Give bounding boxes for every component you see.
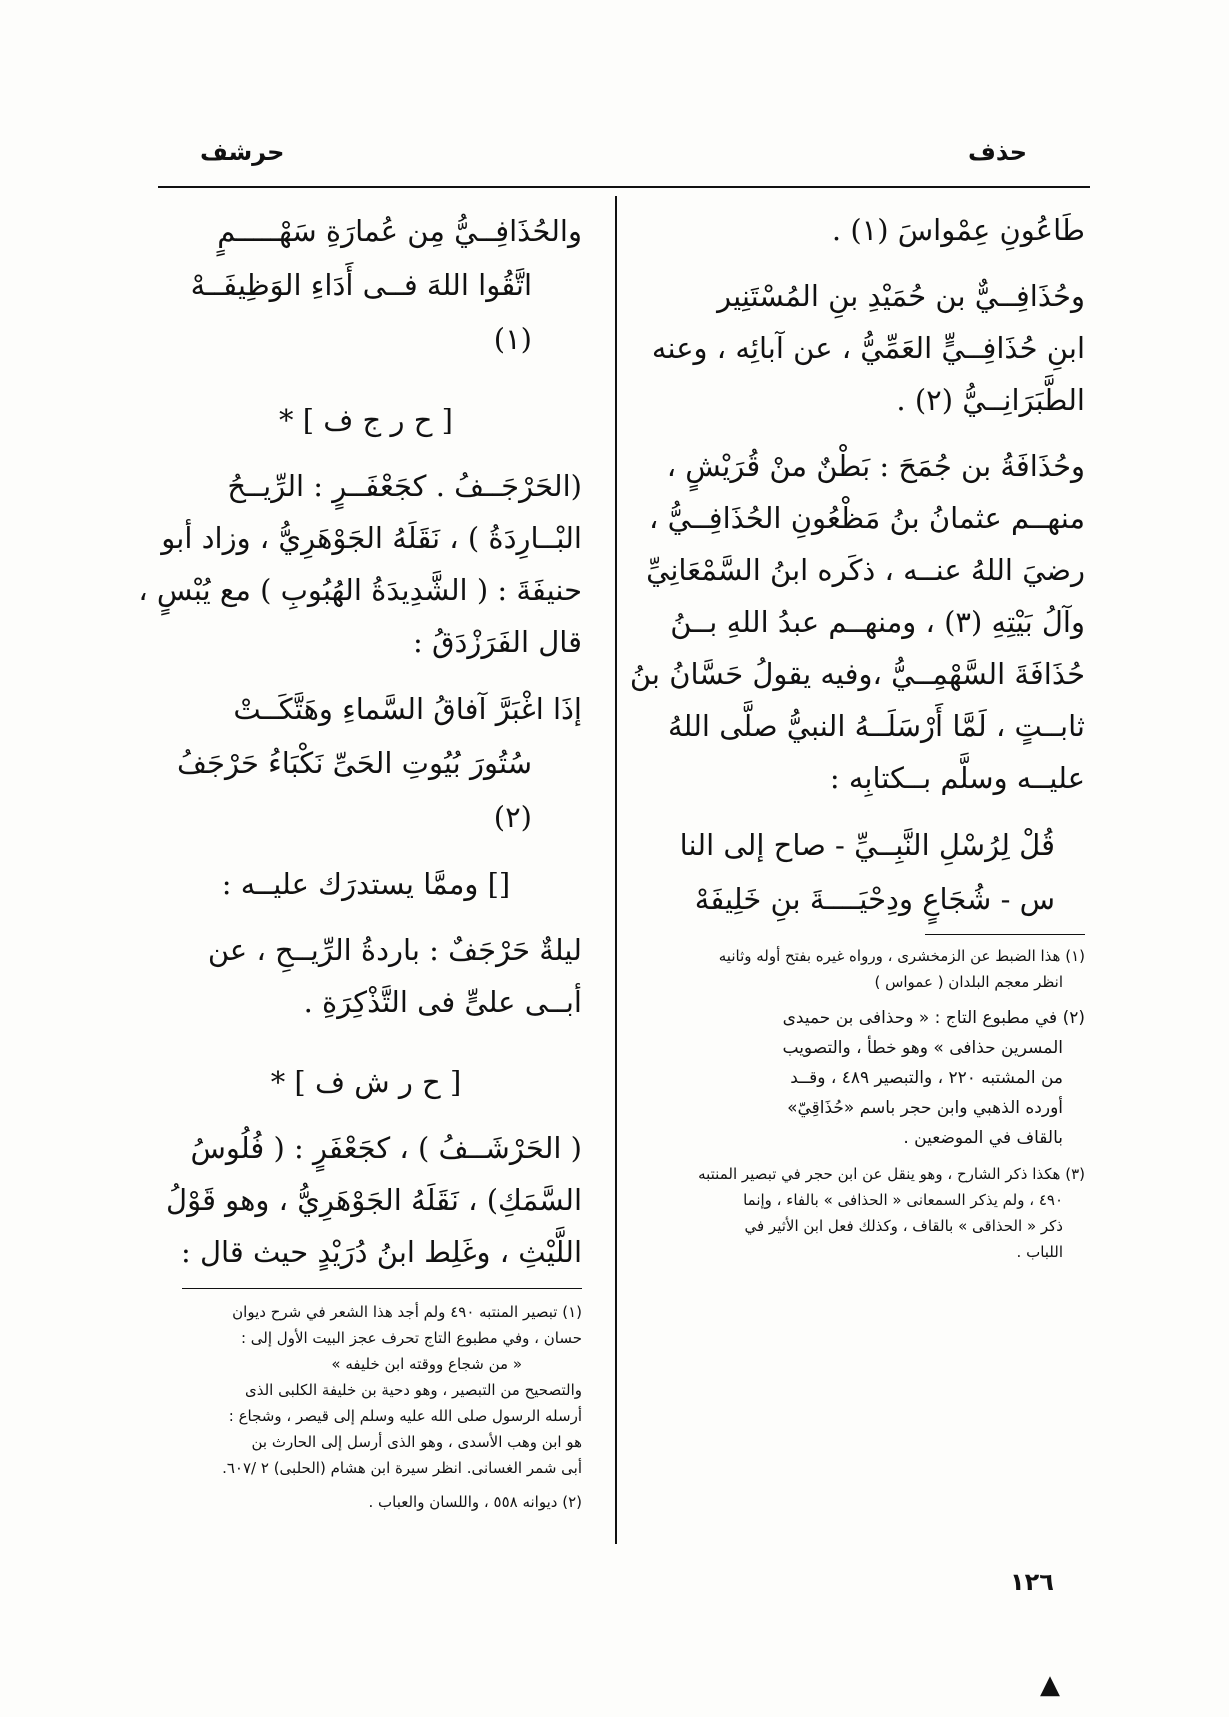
text-line: اللَّيْثِ ، وغَلِط ابنُ دُرَيْدٍ حيث قال :: [180, 1235, 582, 1269]
footnote-line: ٤٩٠ ، ولم يذكر السمعانى « الحذافى » بالفاء ، وإنما: [743, 1191, 1063, 1209]
poem-line: س - شُجَاعٍ ودِحْيَــــةَ بنِ خَلِيفَهْ: [694, 882, 1055, 916]
footnote-line: أبى شمر الغسانى. انظر سيرة ابن هشام (الحلبى) ٢ /٦٠٧.: [222, 1459, 582, 1477]
footnote-line: انظر معجم البلدان ( عمواس ): [874, 973, 1063, 991]
footnote: [647, 943, 1085, 995]
text-line: وحُذَافَةُ بن جُمَحَ : بَطْنٌ منْ قُرَيْشٍ ،: [666, 449, 1085, 483]
footnote-line: (١) هذا الضبط عن الزمخشرى ، ورواه غيره بفتح أوله وثانيه: [718, 947, 1085, 965]
running-header-left: حرشف: [200, 138, 285, 166]
right-column: [629, 204, 1085, 1273]
entry-heading: [ ح ر ش ف ] *: [270, 1065, 462, 1099]
footnote-line: من المشتبه ٢٢٠ ، والتبصير ٤٨٩ ، وقــد: [790, 1068, 1063, 1088]
footnote-line: (٣) هكذا ذكر الشارح ، وهو ينقل عن ابن حجر في تبصير المنتبه: [698, 1165, 1085, 1183]
printer-mark-icon: ▲: [1040, 1670, 1060, 1700]
header-rule: [158, 186, 1090, 188]
footnote-line: أرسله الرسول صلى الله عليه وسلم إلى قيصر ، وشجاع :: [228, 1407, 582, 1425]
footnote-rule: [182, 1288, 582, 1289]
footnote: [150, 1299, 582, 1481]
text-line: حُذَافَةَ السَّهْمِــيُّ ،وفيه يقولُ حَسَّانُ بنُ: [629, 657, 1085, 691]
istidrak-heading: [] وممَّا يستدرَك عليــه :: [221, 867, 511, 901]
text-line: حنيفَةَ : ( الشَّدِيدَةُ الهُبُوبِ ) مع يُبْسٍ ،: [138, 573, 582, 607]
footnote: [150, 1489, 582, 1515]
footnote-line: (١) تبصير المنتبه ٤٩٠ ولم أجد هذا الشعر في شرح ديوان: [232, 1303, 582, 1321]
text-line: ليلةٌ حَرْجَفٌ : باردةُ الرِّيــحِ ، عن: [207, 933, 582, 967]
footnote-line: هو ابن وهب الأسدى ، وهو الذى أرسل إلى الحارث بن: [251, 1433, 582, 1451]
footnote-line: أورده الذهبي وابن حجر باسم «حُذَاقِيّ»: [787, 1098, 1063, 1118]
footnote: [647, 1003, 1085, 1153]
poem-line: سُتُورَ بُيُوتِ الحَىِّ نَكْبَاءُ حَرْجَفُ (٢): [177, 746, 532, 834]
text-line: ابنِ حُذَافِــيٍّ العَمِّيُّ ، عن آبائِه ، وعنه: [651, 331, 1085, 365]
poem-line: قُلْ لِرُسْلِ النَّبِــيِّ - صاح إلى النا: [679, 828, 1055, 862]
column-divider: [615, 196, 617, 1544]
footnote-line: حسان ، وفي مطبوع التاج تحرف عجز البيت الأول إلى :: [240, 1329, 582, 1347]
footnote-line: والتصحيح من التبصير ، وهو دحية بن خليفة الكلبى الذى: [245, 1381, 582, 1399]
footnote-line: ذكر « الحذاقى » بالقاف ، وكذلك فعل ابن الأثير في: [744, 1217, 1063, 1235]
text-line: أبــى علىٍّ فى التَّذْكِرَةِ .: [303, 985, 582, 1019]
text-line: منهــم عثمانُ بنُ مَظْعُونِ الحُذَافِــيُّ ،: [648, 501, 1085, 535]
poem-line: إذَا اغْبَرَّ آفاقُ السَّماءِ وهَتَّكَــتْ: [233, 692, 582, 726]
footnote-line: (٢) في مطبوع التاج : « وحذافى بن حميدى: [782, 1008, 1085, 1028]
poem-line: والحُذَافِــيُّ مِن عُمارَةِ سَهْـــــمٍ: [217, 214, 582, 248]
running-header-right: حذف: [968, 138, 1028, 166]
footnote-line: المسرين حذافى » وهو خطأ ، والتصويب: [782, 1038, 1063, 1058]
footnote-line: اللباب .: [1016, 1243, 1063, 1261]
poem-line: اتَّقُوا اللهَ فــى أَدَاءِ الوَظِيفَــهْ (١): [190, 268, 532, 356]
text-line: وحُذَافِــيٌّ بن حُمَيْدِ بنِ المُسْتَنِير: [717, 279, 1085, 313]
footnote-line: (٢) ديوانه ٥٥٨ ، واللسان والعباب .: [368, 1493, 582, 1511]
left-column: [138, 204, 582, 1523]
text-line: طَاعُونِ عِمْواسَ (١) .: [831, 213, 1085, 247]
page-number: ١٢٦: [1010, 1568, 1054, 1596]
entry-heading: [ ح ر ج ف ] *: [279, 403, 453, 437]
text-line: البْــارِدَةُ ) ، نَقَلَهُ الجَوْهَرِيُّ ، وزاد أبو: [161, 521, 582, 555]
footnote: [647, 1161, 1085, 1265]
text-line: (الحَرْجَــفُ . كجَعْفَــرٍ : الرِّيــحُ: [227, 469, 582, 503]
text-line: عليــه وسلَّم بــكتابِه :: [829, 761, 1085, 795]
text-line: الطَّبَرَانِــيُّ (٢) .: [896, 383, 1085, 417]
text-line: وآلُ بَيْتِهِ (٣) ، ومنهــم عبدُ اللهِ بــنُ: [670, 605, 1085, 639]
text-line: السَّمَكِ) ، نَقَلَهُ الجَوْهَرِيُّ ، وهو قَوْلُ: [166, 1183, 582, 1217]
footnote-line: « من شجاع ووقته ابن خليفه »: [331, 1355, 522, 1373]
footnote-rule: [925, 934, 1085, 935]
text-line: ثابــتٍ ، لَمَّا أَرْسَلَــهُ النبيُّ صلَّى اللهُ: [667, 709, 1085, 743]
text-line: ( الحَرْشَــفُ ) ، كجَعْفَرٍ : ( فُلُوسُ: [190, 1131, 582, 1165]
text-line: قال الفَرَزْدَقُ :: [413, 625, 582, 659]
footnote-line: بالقاف في الموضعين .: [903, 1128, 1063, 1148]
text-line: رضيَ اللهُ عنــه ، ذكَره ابنُ السَّمْعَانِيِّ: [646, 553, 1085, 587]
